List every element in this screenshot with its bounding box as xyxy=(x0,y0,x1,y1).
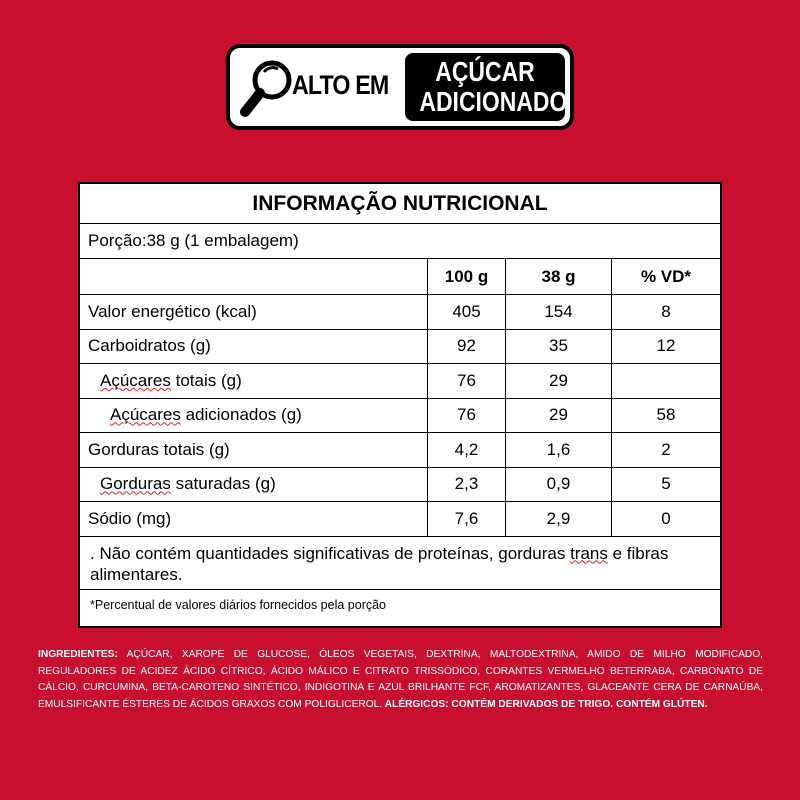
header-per-portion: 38 g xyxy=(505,259,611,294)
nutrient-label: Gorduras totais (g) xyxy=(88,439,230,459)
note-text: . Não contém quantidades significativas de proteínas, gorduras trans e fibras alimentares. xyxy=(90,543,669,584)
nutrient-label: Carboidratos (g) xyxy=(88,336,211,356)
table-note xyxy=(80,537,720,590)
value-portion: 0,9 xyxy=(505,468,611,502)
added-sugar-warning-seal xyxy=(226,44,574,130)
value-vd: 5 xyxy=(611,468,720,502)
value-100g: 2,3 xyxy=(427,468,505,502)
ingredients-label: INGREDIENTES: xyxy=(38,649,118,660)
allergens-text: ALÉRGICOS: CONTÉM DERIVADOS DE TRIGO. CONTÉM GLÚTEN. xyxy=(382,698,708,710)
ingredients-text: AÇÚCAR, XAROPE DE GLUCOSE, ÓLEOS VEGETAIS, DEXTRINA, MALTODEXTRINA, AMIDO DE MILHO MODIFICADO, REGULADORES DE ACIDEZ ÁCIDO CÍTRICO, ÁCIDO MÁLICO E CITRATO TRISSÓDICO, CORANTES VERMELHO BETERRABA, CARBONATO DE CÁLCIO, CURCUMINA, BETA-CAROTENO SINTÉTICO, INDIGOTINA E AZUL BRILHANTE FCF, AROMATIZANTES, GLACEANTE CERA DE CARNAÚBA, EMULSIFICANTE ÉSTERES DE ÁCIDOS GRAXOS COM POLIGLICEROL. xyxy=(38,649,763,710)
nutrient-label-rest: adicionados (g) xyxy=(180,405,302,425)
warning-line-1: AÇÚCAR xyxy=(435,56,535,87)
ingredients-list xyxy=(38,647,763,713)
nutrient-label-rest: saturadas (g) xyxy=(170,474,276,494)
value-100g: 92 xyxy=(427,330,505,364)
value-portion: 35 xyxy=(505,330,611,364)
table-row xyxy=(80,295,720,330)
value-portion: 2,9 xyxy=(505,502,611,536)
nutrient-label-word: Açúcares xyxy=(110,405,181,425)
value-portion: 154 xyxy=(505,295,611,329)
value-100g: 4,2 xyxy=(427,433,505,467)
note-trans-word: trans xyxy=(570,543,608,563)
table-title: INFORMAÇÃO NUTRICIONAL xyxy=(80,184,720,224)
nutrient-label xyxy=(80,364,427,398)
warning-label-high-in: ALTO EM xyxy=(292,70,389,100)
table-row xyxy=(80,330,720,365)
warning-label-added-sugar xyxy=(405,53,568,121)
value-portion: 1,6 xyxy=(505,433,611,467)
nutrient-label xyxy=(80,468,427,502)
value-vd: 12 xyxy=(611,330,720,364)
value-vd: 58 xyxy=(611,399,720,433)
table-row xyxy=(80,399,720,434)
value-100g: 76 xyxy=(427,399,505,433)
nutrient-label: Sódio (mg) xyxy=(88,508,172,528)
table-header-row xyxy=(80,259,720,295)
header-blank xyxy=(80,259,427,294)
value-portion: 29 xyxy=(505,399,611,433)
nutrient-label xyxy=(80,399,427,433)
table-row xyxy=(80,502,720,537)
header-daily-value: % VD* xyxy=(611,259,720,294)
magnifier-icon xyxy=(240,56,296,122)
warning-line-2: ADICIONADO xyxy=(419,86,568,117)
nutrient-label: Valor energético (kcal) xyxy=(88,301,257,321)
nutrient-label-word: Açúcares xyxy=(100,370,171,390)
nutrient-label-word: Gorduras xyxy=(100,474,171,494)
value-100g: 405 xyxy=(427,295,505,329)
table-row xyxy=(80,364,720,399)
table-row xyxy=(80,433,720,468)
value-vd: 8 xyxy=(611,295,720,329)
table-footnote: *Percentual de valores diários fornecidos pela porção xyxy=(90,597,387,612)
value-100g: 76 xyxy=(427,364,505,398)
nutrient-label-rest: totais (g) xyxy=(170,370,242,390)
value-vd: 2 xyxy=(611,433,720,467)
header-per-100g: 100 g xyxy=(427,259,505,294)
value-vd xyxy=(611,364,720,398)
portion-size: Porção:38 g (1 embalagem) xyxy=(80,224,720,259)
value-100g: 7,6 xyxy=(427,502,505,536)
table-row xyxy=(80,468,720,503)
value-portion: 29 xyxy=(505,364,611,398)
nutrition-facts-table xyxy=(78,182,722,628)
value-vd: 0 xyxy=(611,502,720,536)
